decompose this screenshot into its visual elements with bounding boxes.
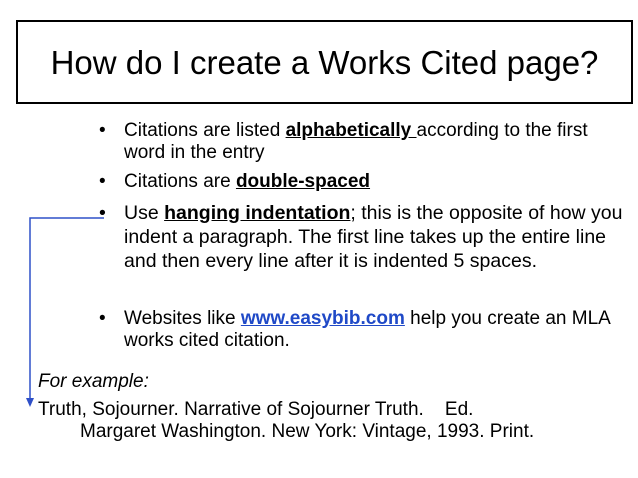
bullet-item-alphabetical bbox=[99, 120, 624, 164]
easybib-link[interactable]: www.easybib.com bbox=[240, 308, 405, 329]
bullet-item-double-spaced bbox=[99, 171, 624, 193]
bullet-emphasis: double-spaced bbox=[235, 171, 371, 192]
bullet-dot: • bbox=[99, 120, 106, 141]
bullet-text-pre: Websites like bbox=[124, 308, 241, 329]
bullet-text-pre: Use bbox=[124, 202, 165, 224]
bullet-text bbox=[124, 120, 624, 164]
citation-line-2: Margaret Washington. New York: Vintage, 1993. Print. bbox=[80, 421, 535, 442]
bullet-text bbox=[124, 171, 624, 193]
bullet-text-pre: Citations are listed bbox=[124, 120, 286, 141]
bullet-emphasis: alphabetically bbox=[285, 120, 417, 141]
bullet-dot: • bbox=[99, 171, 106, 192]
bullet-text-post: ; this is the opposite of how you indent a paragraph. The first line takes up the entire line and then every line after it is indented 5 spaces. bbox=[124, 202, 623, 272]
bullet-item-hanging-indentation bbox=[99, 201, 624, 273]
example-label: For example: bbox=[38, 371, 149, 392]
bullet-item-websites bbox=[99, 308, 624, 352]
slide-title: How do I create a Works Cited page? bbox=[50, 43, 599, 81]
bullet-text-post: according to the first word in the entry bbox=[124, 120, 588, 163]
title-box bbox=[16, 20, 633, 104]
arrow-head-icon bbox=[26, 398, 34, 407]
citation-example bbox=[38, 399, 628, 443]
citation-line-1: Truth, Sojourner. Narrative of Sojourner Truth. Ed. bbox=[38, 399, 474, 420]
bullet-emphasis: hanging indentation bbox=[164, 202, 351, 224]
bullet-text bbox=[124, 308, 624, 352]
bullet-text-pre: Citations are bbox=[124, 171, 236, 192]
bullet-dot: • bbox=[99, 308, 106, 329]
bullet-text bbox=[124, 201, 624, 273]
bullet-text-post: help you create an MLA works cited citation. bbox=[124, 308, 610, 351]
bullet-dot: • bbox=[99, 202, 106, 224]
